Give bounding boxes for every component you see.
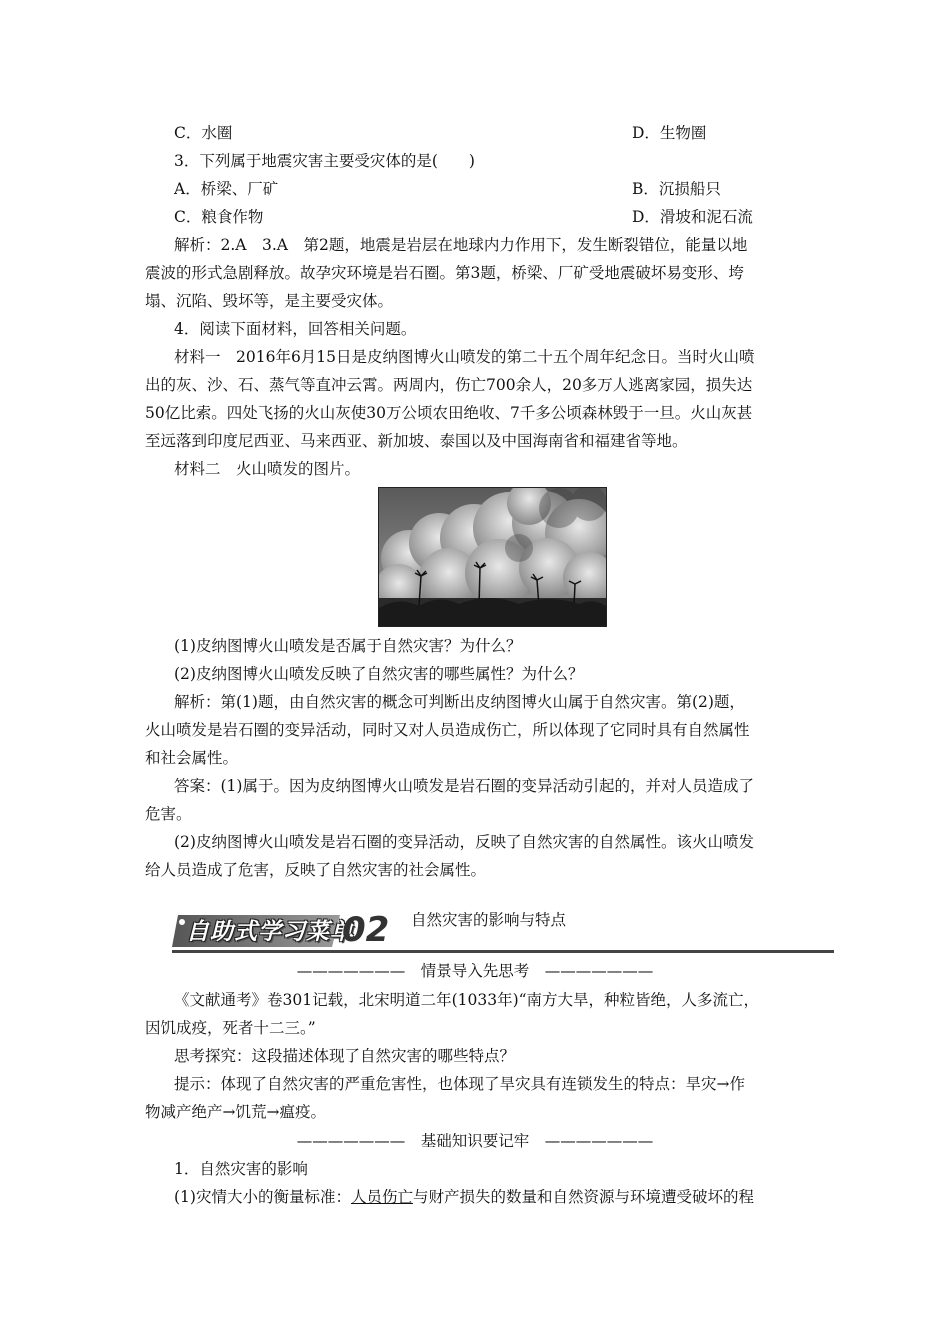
material-text: 材料一 2016年6月15日是皮纳图博火山喷发的第二十五个周年纪念日。当时火山喷 (174, 348, 755, 366)
analysis-text: 震波的形式急剧释放。故孕灾环境是岩石圈。第3题，桥梁、厂矿受地震破坏易变形、垮 (145, 264, 744, 282)
answer-text: 给人员造成了危害，反映了自然灾害的社会属性。 (145, 861, 487, 879)
option-row (174, 123, 834, 145)
volcano-eruption-photo (378, 487, 607, 627)
analysis-text: 解析：2.A 3.A 第2题，地震是岩层在地球内力作用下，发生断裂错位，能量以地 (174, 236, 748, 254)
option-row (174, 207, 834, 229)
section-divider (172, 950, 834, 953)
section-banner-label: 自助式学习菜单 (186, 919, 354, 945)
section-heading: ——————— 情景导入先思考 ——————— (296, 962, 654, 980)
think-question: 思考探究：这段描述体现了自然灾害的哪些特点？ (174, 1047, 516, 1065)
answer-text: (2)皮纳图博火山喷发是岩石圈的变异活动，反映了自然灾害的自然属性。该火山喷发 (174, 833, 754, 851)
analysis-text: 解析：第(1)题，由自然灾害的概念可判断出皮纳图博火山属于自然灾害。第(2)题， (174, 693, 745, 711)
section-title: 自然灾害的影响与特点 (411, 911, 567, 929)
knowledge-text (174, 1187, 834, 1209)
volcano-photo-graphic (379, 488, 606, 626)
underlined-term: 人员伤亡 (350, 1188, 413, 1206)
answer-text: 答案：(1)属于。因为皮纳图博火山喷发是岩石圈的变异活动引起的，并对人员造成了 (174, 777, 754, 795)
knowledge-text-prefix: (1)灾情大小的衡量标准： (174, 1188, 351, 1206)
context-text: 因饥成疫，死者十二三。” (145, 1019, 316, 1037)
option-d: D．生物圈 (632, 124, 707, 142)
option-c: C．水圈 (174, 124, 233, 142)
option-a: A．桥梁、厂矿 (174, 180, 279, 198)
question-3: 3．下列属于地震灾害主要受灾体的是( ) (174, 152, 475, 170)
hint-text: 物减产绝产→饥荒→瘟疫。 (145, 1103, 326, 1121)
answer-text: 危害。 (145, 805, 192, 823)
option-row (174, 179, 834, 201)
context-text: 《文献通考》卷301记载，北宋明道二年(1033年)“南方大旱，种粒皆绝，人多流亡， (174, 991, 760, 1009)
section-heading: ——————— 基础知识要记牢 ——————— (296, 1132, 654, 1150)
sub-question-1: (1)皮纳图博火山喷发是否属于自然灾害？为什么？ (174, 637, 522, 655)
question-4: 4．阅读下面材料，回答相关问题。 (174, 320, 417, 338)
material-text: 材料二 火山喷发的图片。 (174, 460, 361, 478)
option-b: B．沉损船只 (632, 180, 721, 198)
material-text: 50亿比索。四处飞扬的火山灰使30万公顷农田绝收、7千多公顷森林毁于一旦。火山灰甚 (145, 404, 753, 422)
analysis-text: 和社会属性。 (145, 749, 239, 767)
knowledge-heading: 1．自然灾害的影响 (174, 1160, 308, 1178)
sub-question-2: (2)皮纳图博火山喷发反映了自然灾害的哪些属性？为什么？ (174, 665, 584, 683)
option-d: D．滑坡和泥石流 (632, 208, 753, 226)
section-banner-number: 02 (342, 910, 390, 950)
hint-text: 提示：体现了自然灾害的严重危害性，也体现了旱灾具有连锁发生的特点：旱灾→作 (174, 1075, 745, 1093)
analysis-text: 火山喷发是岩石圈的变异活动，同时又对人员造成伤亡，所以体现了它同时具有自然属性 (145, 721, 750, 739)
material-text: 出的灰、沙、石、蒸气等直冲云霄。两周内，伤亡700余人，20多万人逃离家园，损失达 (145, 376, 753, 394)
knowledge-text-suffix: 与财产损失的数量和自然资源与环境遭受破坏的程 (412, 1188, 754, 1206)
analysis-text: 塌、沉陷、毁坏等，是主要受灾体。 (145, 292, 394, 310)
material-text: 至远落到印度尼西亚、马来西亚、新加坡、泰国以及中国海南省和福建省等地。 (145, 432, 688, 450)
option-c: C．粮食作物 (174, 208, 264, 226)
